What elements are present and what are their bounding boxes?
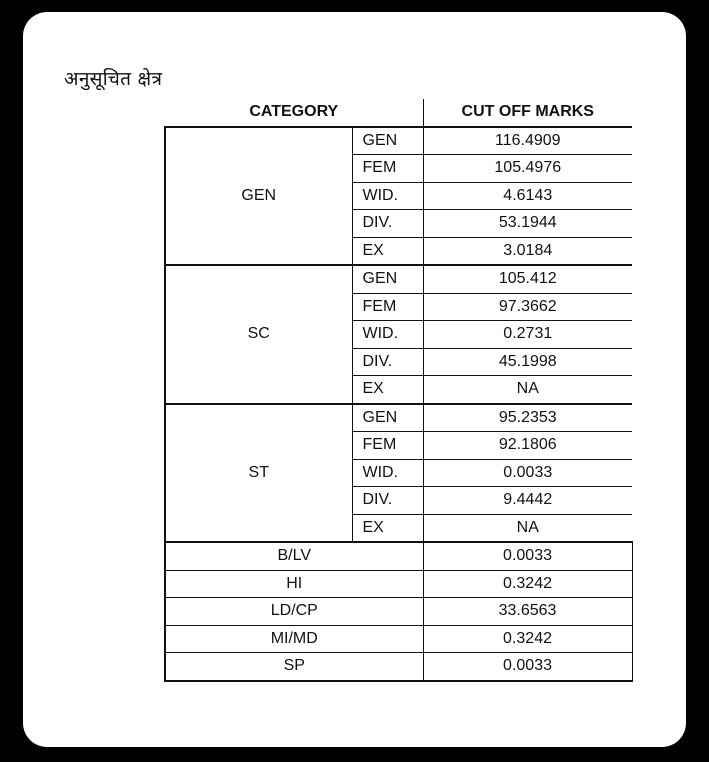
subcategory-cell: EX [352, 237, 423, 265]
cutoff-value: 95.2353 [423, 404, 632, 432]
subcategory-cell: GEN [352, 127, 423, 155]
subcategory-cell: FEM [352, 432, 423, 460]
subcategory-cell: FEM [352, 155, 423, 183]
subcategory-cell: EX [352, 514, 423, 542]
subcategory-cell: DIV. [352, 348, 423, 376]
cutoff-value: 0.0033 [423, 653, 632, 681]
subcategory-cell: WID. [352, 182, 423, 210]
subcategory-cell: GEN [352, 404, 423, 432]
category-name: SP [165, 653, 423, 681]
table-row [165, 542, 632, 570]
cutoff-value: 116.4909 [423, 127, 632, 155]
cutoff-value: NA [423, 376, 632, 404]
category-header: CATEGORY [165, 99, 423, 127]
page-title: अनुसूचित क्षेत्र [64, 68, 163, 90]
subcategory-cell: FEM [352, 293, 423, 321]
cutoff-value: 9.4442 [423, 487, 632, 515]
cutoff-value: 0.0033 [423, 542, 632, 570]
cutoff-value: 45.1998 [423, 348, 632, 376]
table-row [165, 625, 632, 653]
cutoff-value: 53.1944 [423, 210, 632, 238]
table-row [165, 653, 632, 681]
table-row [165, 404, 632, 432]
table-row [165, 598, 632, 626]
cutoff-value: 0.2731 [423, 321, 632, 349]
subcategory-cell: WID. [352, 321, 423, 349]
category-name: HI [165, 570, 423, 598]
cutoff-value: NA [423, 514, 632, 542]
category-name: B/LV [165, 542, 423, 570]
group-name-st: ST [165, 404, 352, 543]
cutoff-value: 0.0033 [423, 459, 632, 487]
subcategory-cell: WID. [352, 459, 423, 487]
table-header-row [165, 99, 632, 127]
subcategory-cell: EX [352, 376, 423, 404]
cutoff-value: 0.3242 [423, 570, 632, 598]
subcategory-cell: DIV. [352, 210, 423, 238]
table-row [165, 265, 632, 293]
cutoff-value: 4.6143 [423, 182, 632, 210]
group-name-gen: GEN [165, 127, 352, 266]
subcategory-cell: DIV. [352, 487, 423, 515]
table-body [165, 127, 632, 681]
cutoff-value: 33.6563 [423, 598, 632, 626]
category-name: MI/MD [165, 625, 423, 653]
subcategory-cell: GEN [352, 265, 423, 293]
cutoff-value: 3.0184 [423, 237, 632, 265]
cutoff-value: 97.3662 [423, 293, 632, 321]
cutoff-value: 92.1806 [423, 432, 632, 460]
table-row [165, 127, 632, 155]
cutoff-value: 105.412 [423, 265, 632, 293]
group-name-sc: SC [165, 265, 352, 404]
category-name: LD/CP [165, 598, 423, 626]
cutoff-header: CUT OFF MARKS [423, 99, 632, 127]
cutoff-value: 105.4976 [423, 155, 632, 183]
cutoff-value: 0.3242 [423, 625, 632, 653]
table-row [165, 570, 632, 598]
cutoff-table [164, 99, 633, 682]
